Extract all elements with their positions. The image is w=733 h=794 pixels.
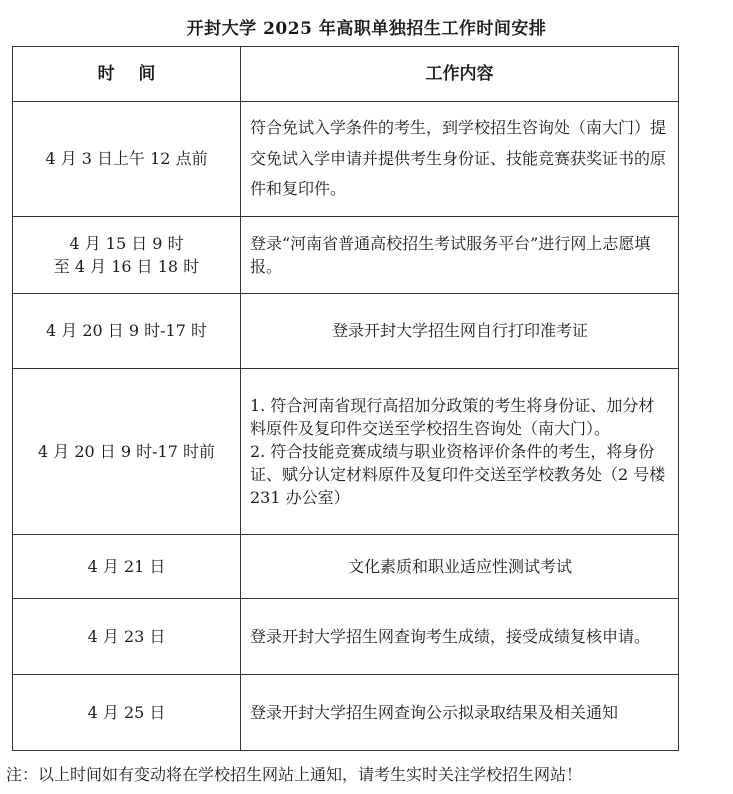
header-time: 时 间 xyxy=(13,47,241,102)
row-time: 4 月 20 日 9 时-17 时前 xyxy=(13,369,241,535)
header-content: 工作内容 xyxy=(241,47,679,102)
table-row xyxy=(13,102,679,217)
table-row xyxy=(13,369,679,535)
row-content: 符合免试入学条件的考生，到学校招生咨询处（南大门）提交免试入学申请并提供考生身份证、技能竞赛获奖证书的原件和复印件。 xyxy=(241,102,679,217)
row-time: 4 月 3 日上午 12 点前 xyxy=(13,102,241,217)
row-time: 4 月 20 日 9 时-17 时 xyxy=(13,294,241,369)
table-row xyxy=(13,675,679,751)
row-time: 4 月 21 日 xyxy=(13,535,241,599)
row-time: 4 月 25 日 xyxy=(13,675,241,751)
row-content: 登录开封大学招生网查询公示拟录取结果及相关通知 xyxy=(241,675,679,751)
table-header-row xyxy=(13,47,679,102)
row-time: 4 月 15 日 9 时 至 4 月 16 日 18 时 xyxy=(13,217,241,294)
page-title: 开封大学 2025 年高职单独招生工作时间安排 xyxy=(186,19,547,39)
table-row xyxy=(13,217,679,294)
schedule-table xyxy=(12,46,679,751)
row-content: 1. 符合河南省现行高招加分政策的考生将身份证、加分材料原件及复印件交送至学校招生咨询处（南大门）。 2. 符合技能竞赛成绩与职业资格评价条件的考生，将身份证、赋分认定材料原件及复印件交送至学校教务处（2 号楼 231 办公室） xyxy=(241,369,679,535)
row-content: 登录开封大学招生网查询考生成绩，接受成绩复核申请。 xyxy=(241,599,679,675)
row-content: 登录开封大学招生网自行打印准考证 xyxy=(241,294,679,369)
table-row xyxy=(13,599,679,675)
row-time: 4 月 23 日 xyxy=(13,599,241,675)
row-content: 文化素质和职业适应性测试考试 xyxy=(241,535,679,599)
row-content: 登录“河南省普通高校招生考试服务平台”进行网上志愿填报。 xyxy=(241,217,679,294)
table-row xyxy=(13,535,679,599)
table-row xyxy=(13,294,679,369)
footnote: 注：以上时间如有变动将在学校招生网站上通知，请考生实时关注学校招生网站！ xyxy=(6,765,583,784)
